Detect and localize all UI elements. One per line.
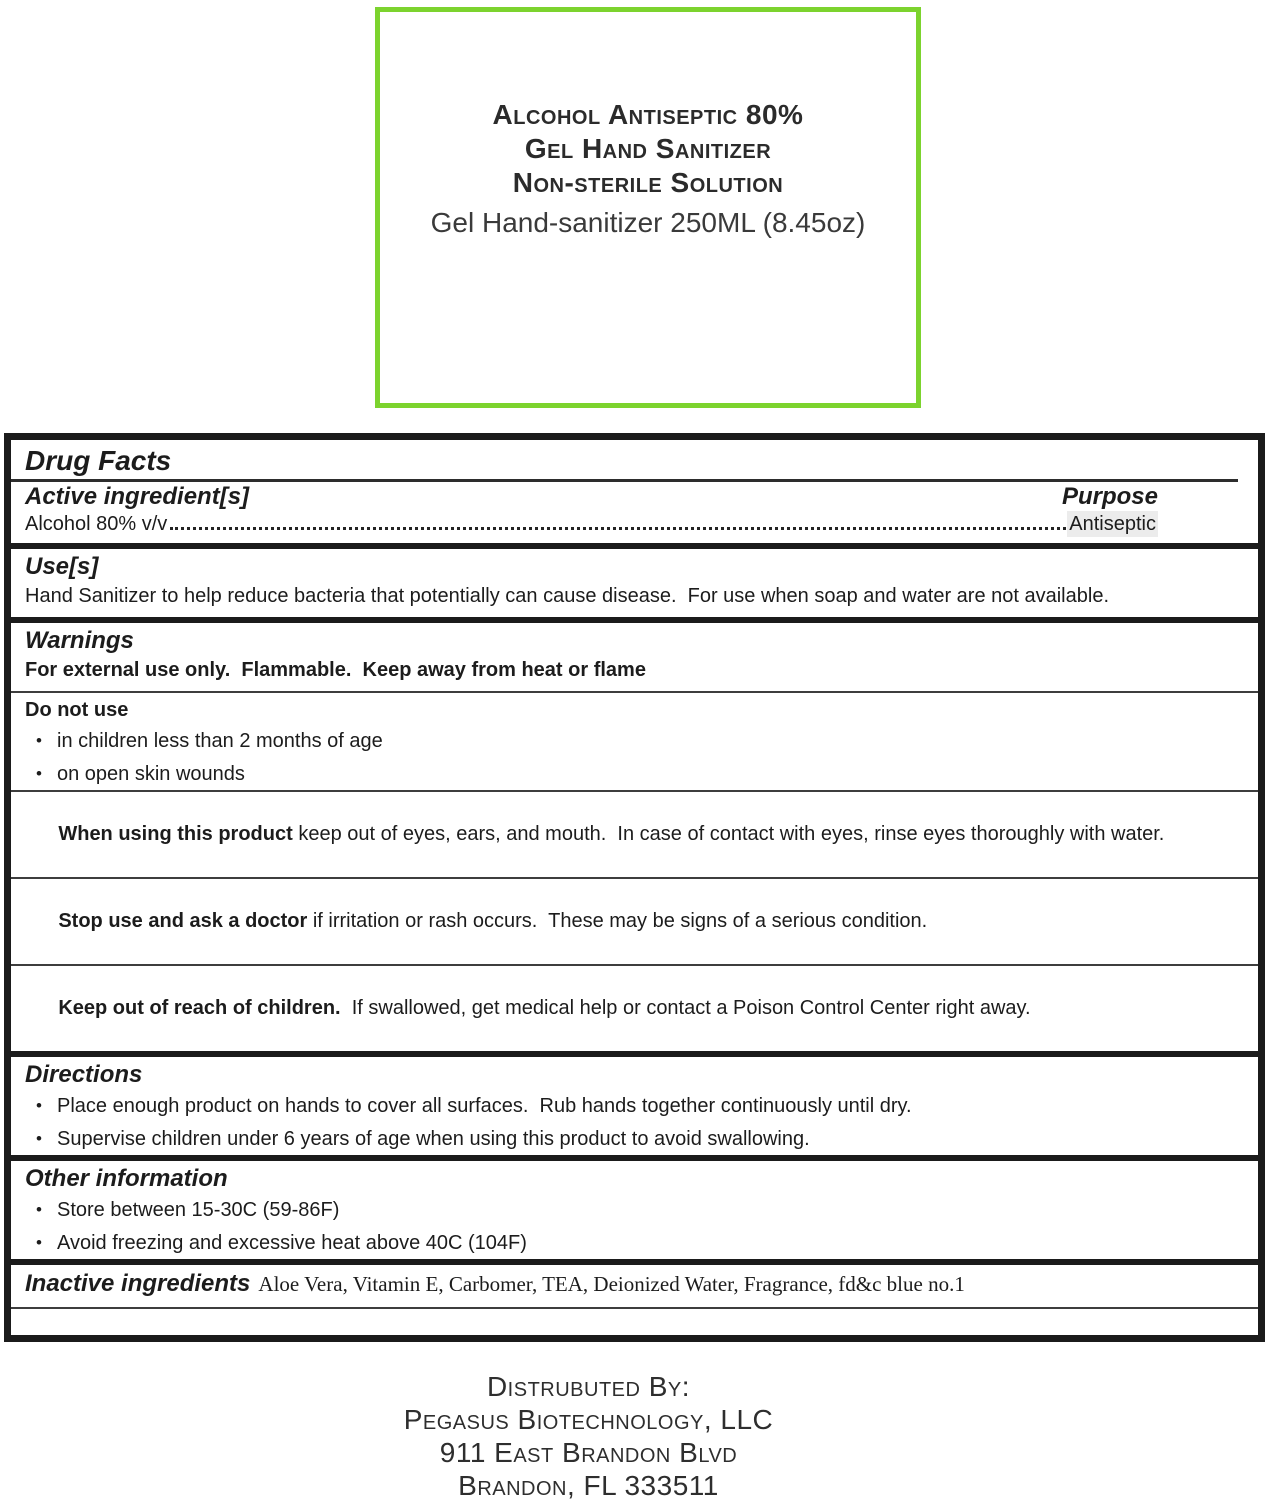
section-inactive-ingredients	[11, 1265, 1258, 1335]
bullet-icon: •	[36, 764, 42, 783]
inactive-ingredients-row	[11, 1265, 1258, 1307]
active-ingredient-heading: Active ingredient[s]	[25, 483, 250, 510]
distributor-city: Brandon, FL 333511	[458, 1470, 719, 1501]
section-active-ingredient	[11, 440, 1258, 543]
uses-heading: Use[s]	[25, 553, 99, 580]
directions-bullet-1: • Place enough product on hands to cover all surfaces. Rub hands together continuously until dry.	[36, 1095, 912, 1117]
active-ingredient-header-row	[11, 482, 1258, 511]
stop-use-line: Stop use and ask a doctor if irritation or rash occurs. These may be signs of a serious condition.	[58, 910, 928, 932]
section-other-information	[11, 1161, 1258, 1259]
bullet-icon: •	[36, 731, 42, 750]
inactive-ingredients-heading: Inactive ingredients	[25, 1270, 251, 1297]
warnings-heading-row	[11, 623, 1258, 655]
drug-facts-title: Drug Facts	[25, 445, 172, 476]
when-using-line: When using this product keep out of eyes, ears, and mouth. In case of contact with eyes, rinse eyes thoroughly with water.	[58, 823, 1165, 845]
bullet-icon: •	[36, 1200, 42, 1219]
warnings-flammable-line: For external use only. Flammable. Keep away from heat or flame	[25, 659, 646, 681]
other-information-bullet-2: • Avoid freezing and excessive heat above 40C (104F)	[36, 1232, 527, 1254]
bullet-icon: •	[36, 1233, 42, 1252]
product-name-line-3: Non-sterile Solution	[512, 167, 784, 198]
do-not-use-bullet-1: • in children less than 2 months of age	[36, 730, 383, 752]
active-ingredient-value: Alcohol 80% v/v	[25, 513, 168, 535]
distributed-by-line: Distrubuted By:	[486, 1371, 691, 1402]
product-title-text-block	[380, 12, 916, 240]
do-not-use-heading: Do not use	[25, 699, 129, 721]
directions-bullet-2: • Supervise children under 6 years of age when using this product to avoid swallowing.	[36, 1128, 810, 1150]
distributor-street: 911 East Brandon Blvd	[439, 1437, 738, 1468]
uses-text: Hand Sanitizer to help reduce bacteria that potentially can cause disease. For use when soap and water are not available.	[25, 585, 1109, 607]
dotted-leader	[170, 527, 1066, 530]
other-information-heading-row	[11, 1161, 1258, 1193]
distributor-block	[0, 1370, 1269, 1502]
distributor-name: Pegasus Biotechnology, LLC	[403, 1404, 774, 1435]
bullet-icon: •	[36, 1096, 42, 1115]
section-warnings	[11, 623, 1258, 1051]
purpose-heading: Purpose	[1061, 483, 1158, 510]
bullet-icon: •	[36, 1129, 42, 1148]
directions-heading-row	[11, 1057, 1258, 1089]
do-not-use-bullet-2: • on open skin wounds	[36, 763, 245, 785]
empty-row	[11, 1309, 1258, 1335]
directions-heading: Directions	[25, 1061, 143, 1088]
other-information-bullet-1: • Store between 15-30C (59-86F)	[36, 1199, 340, 1221]
uses-heading-row	[11, 549, 1258, 581]
purpose-value: Antiseptic	[1069, 513, 1156, 535]
other-information-heading: Other information	[25, 1165, 228, 1192]
section-uses	[11, 549, 1258, 617]
section-directions	[11, 1057, 1258, 1155]
drug-facts-panel	[4, 433, 1265, 1342]
keep-out-of-reach-line: Keep out of reach of children. If swallowed, get medical help or contact a Poison Control Center right away.	[58, 997, 1031, 1019]
product-name-line-2: Gel Hand Sanitizer	[524, 133, 772, 164]
active-ingredient-value-row	[11, 511, 1258, 543]
inactive-ingredients-list: Aloe Vera, Vitamin E, Carbomer, TEA, Deionized Water, Fragrance, fd&c blue no.1	[258, 1272, 965, 1296]
product-title-box	[375, 7, 921, 408]
product-name-line-1: Alcohol Antiseptic 80%	[492, 99, 804, 130]
product-size-line: Gel Hand-sanitizer 250ML (8.45oz)	[430, 207, 866, 238]
warnings-heading: Warnings	[25, 627, 134, 654]
